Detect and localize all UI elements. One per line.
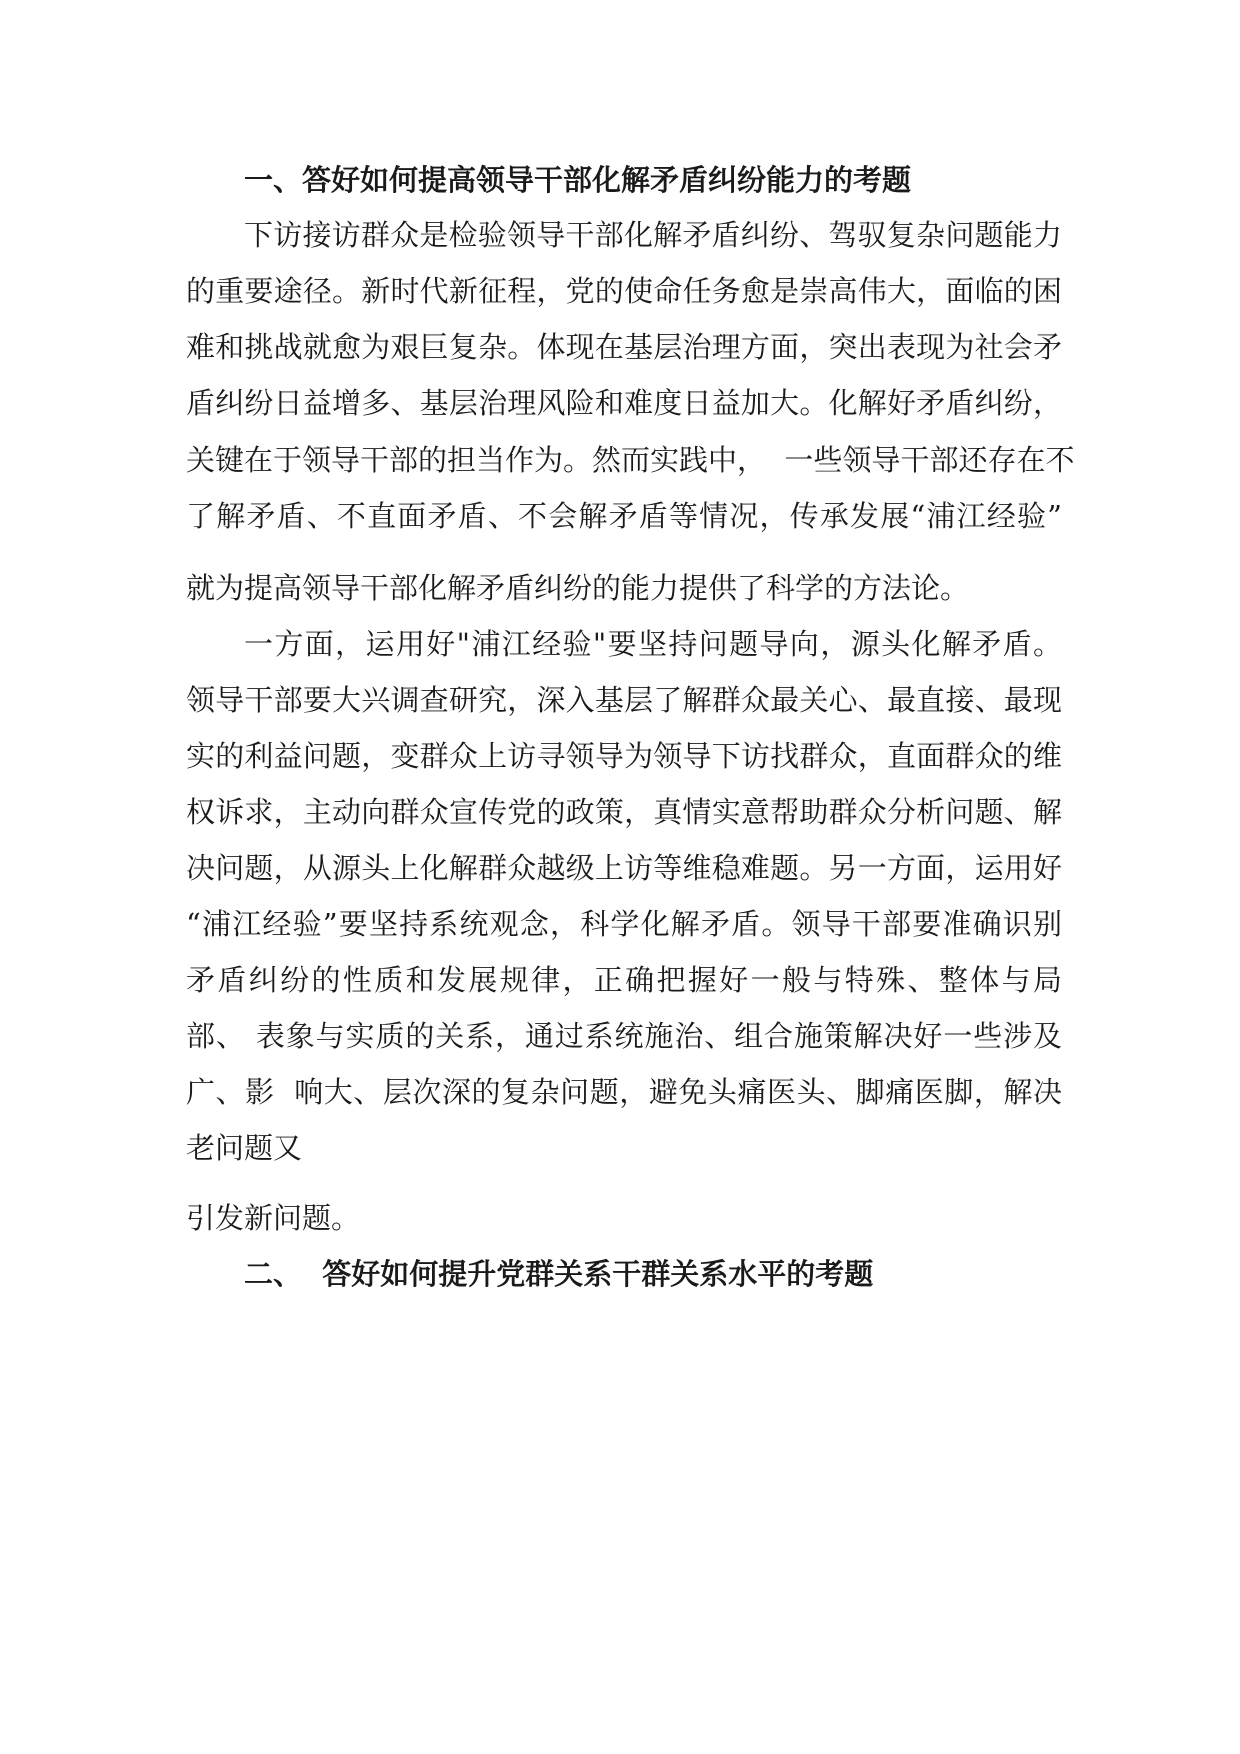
paragraph-2-line: 老问题又 [186,1131,303,1165]
paragraph-2-line: 实的利益问题，变群众上访寻领导为领导下访找群众，直面群众的维 [186,739,1062,773]
paragraph-2-line: 决问题，从源头上化解群众越级上访等维稳难题。另一方面，运用好 [186,851,1062,885]
paragraph-2-line: 权诉求，主动向群众宣传党的政策，真情实意帮助群众分析问题、解 [186,795,1062,829]
paragraph-2-line: 引发新问题。 [186,1201,361,1235]
paragraph-2-line: 领导干部要大兴调查研究，深入基层了解群众最关心、最直接、最现 [186,683,1062,717]
paragraph-1-line: 的重要途径。新时代新征程，党的使命任务愈是崇高伟大，面临的困 [186,274,1062,308]
paragraph-1-line: 了解矛盾、不直面矛盾、不会解矛盾等情况，传承发展“浦江经验” [186,499,1062,533]
paragraph-1-line: 就为提高领导干部化解矛盾纠纷的能力提供了科学的方法论。 [186,571,970,605]
paragraph-2-line: 广、影 响大、层次深的复杂问题，避免头痛医头、脚痛医脚，解决 [186,1075,1062,1109]
paragraph-2-line: 一方面，运用好"浦江经验"要坚持问题导向，源头化解矛盾。 [244,627,1062,661]
paragraph-1-line: 难和挑战就愈为艰巨复杂。体现在基层治理方面，突出表现为社会矛 [186,330,1062,364]
paragraph-2-line: “浦江经验”要坚持系统观念，科学化解矛盾。领导干部要准确识别 [186,907,1062,941]
paragraph-1-line: 下访接访群众是检验领导干部化解矛盾纠纷、驾驭复杂问题能力 [244,218,1062,252]
paragraph-1-line: 关键在于领导干部的担当作为。然而实践中， 一些领导干部还存在不 [186,443,1075,477]
section-1-heading: 一、答好如何提高领导干部化解矛盾纠纷能力的考题 [244,163,912,197]
paragraph-1-line: 盾纠纷日益增多、基层治理风险和难度日益加大。化解好矛盾纠纷， [186,386,1062,420]
paragraph-2-line: 矛盾纠纷的性质和发展规律，正确把握好一般与特殊、整体与局 [186,963,1062,997]
section-2-heading: 二、 答好如何提升党群关系干群关系水平的考题 [244,1257,874,1291]
paragraph-2-line: 部、 表象与实质的关系，通过系统施治、组合施策解决好一些涉及 [186,1019,1062,1053]
